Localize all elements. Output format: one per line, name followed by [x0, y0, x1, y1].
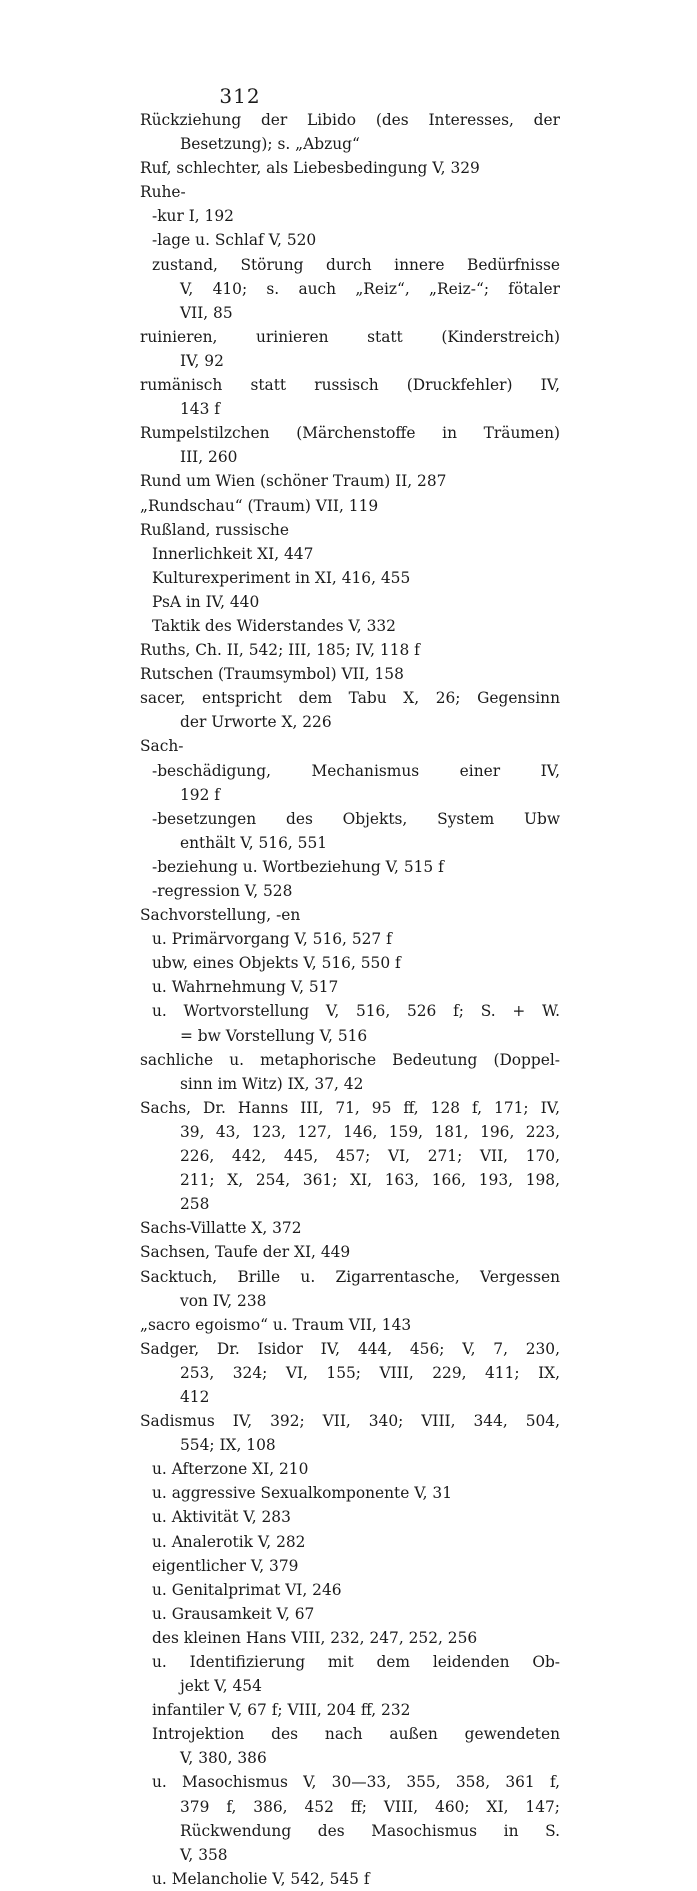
index-line: Sachs, Dr. Hanns III, 71, 95 ff, 128 f, 171; IV, — [140, 1098, 560, 1117]
index-line: „Rundschau“ (Traum) VII, 119 — [140, 496, 379, 515]
index-line: u. Aktivität V, 283 — [152, 1508, 291, 1527]
index-line: -kur I, 192 — [152, 207, 234, 226]
index-line: eigentlicher V, 379 — [152, 1556, 299, 1575]
index-line: u. Genitalprimat VI, 246 — [152, 1580, 342, 1599]
index-line: 554; IX, 108 — [180, 1436, 276, 1455]
index-line: u. Primärvorgang V, 516, 527 f — [152, 930, 392, 949]
index-line: 226, 442, 445, 457; VI, 271; VII, 170, — [180, 1147, 560, 1166]
index-line: 412 — [180, 1387, 210, 1406]
index-line: enthält V, 516, 551 — [180, 833, 328, 852]
page-number: 312 — [219, 84, 261, 108]
index-entries — [140, 108, 560, 1891]
index-line: der Urworte X, 226 — [180, 713, 332, 732]
index-line: = bw Vorstellung V, 516 — [180, 1026, 368, 1045]
index-line: Rückziehung der Libido (des Interesses, der — [140, 111, 560, 129]
index-line: u. Identifizierung mit dem leidenden Ob- — [152, 1653, 560, 1671]
index-line: ubw, eines Objekts V, 516, 550 f — [152, 954, 401, 973]
index-line: sachliche u. metaphorische Bedeutung (Doppel- — [140, 1050, 560, 1069]
index-line: Rutschen (Traumsymbol) VII, 158 — [140, 665, 404, 684]
index-line: u. Afterzone XI, 210 — [152, 1460, 309, 1479]
index-line: Introjektion des nach außen gewendeten — [152, 1725, 560, 1744]
index-line: u. Wahrnehmung V, 517 — [152, 978, 339, 997]
index-line: Sach- — [140, 737, 184, 756]
index-line: u. Melancholie V, 542, 545 f — [152, 1869, 370, 1888]
index-line: 379 f, 386, 452 ff; VIII, 460; XI, 147; — [180, 1797, 560, 1816]
index-line: Besetzung); s. „Abzug“ — [180, 135, 360, 154]
index-line: -beschädigung, Mechanismus einer IV, — [152, 761, 560, 780]
index-line: Sadger, Dr. Isidor IV, 444, 456; V, 7, 230, — [140, 1339, 560, 1358]
index-line: Sacktuch, Brille u. Zigarrentasche, Vergessen — [140, 1267, 560, 1286]
index-line: Rückwendung des Masochismus in S. — [180, 1821, 560, 1840]
index-line: IV, 92 — [180, 351, 224, 370]
index-line: Innerlichkeit XI, 447 — [152, 544, 314, 563]
index-line: „sacro egoismo“ u. Traum VII, 143 — [140, 1315, 412, 1334]
index-line: 211; X, 254, 361; XI, 163, 166, 193, 198, — [180, 1171, 560, 1190]
index-line: rumänisch statt russisch (Druckfehler) IV, — [140, 376, 560, 395]
index-line: 253, 324; VI, 155; VIII, 229, 411; IX, — [180, 1363, 560, 1382]
index-line: -lage u. Schlaf V, 520 — [152, 231, 317, 250]
index-line: sacer, entspricht dem Tabu X, 26; Gegensinn — [140, 689, 560, 708]
index-line: Sachs-Villatte X, 372 — [140, 1219, 302, 1238]
index-line: u. Wortvorstellung V, 516, 526 f; S. + W. — [152, 1002, 560, 1021]
index-line: Sachvorstellung, -en — [140, 906, 301, 925]
index-line: des kleinen Hans VIII, 232, 247, 252, 256 — [152, 1628, 478, 1647]
index-line: Rumpelstilzchen (Märchenstoffe in Träumen) — [140, 424, 560, 443]
index-line: infantiler V, 67 f; VIII, 204 ff, 232 — [152, 1701, 411, 1720]
index-line: -regression V, 528 — [152, 882, 293, 900]
index-line: VII, 85 — [180, 303, 233, 322]
index-line: von IV, 238 — [180, 1291, 267, 1310]
index-line: -besetzungen des Objekts, System Ubw — [152, 809, 560, 828]
index-line: 39, 43, 123, 127, 146, 159, 181, 196, 223, — [180, 1122, 560, 1141]
index-line: Rund um Wien (schöner Traum) II, 287 — [140, 472, 447, 491]
index-line: Kulturexperiment in XI, 416, 455 — [152, 568, 411, 587]
index-line: 192 f — [180, 785, 220, 804]
index-line: Taktik des Widerstandes V, 332 — [152, 616, 396, 635]
index-line: V, 380, 386 — [180, 1749, 267, 1768]
index-line: Ruths, Ch. II, 542; III, 185; IV, 118 f — [140, 641, 420, 660]
index-line: V, 410; s. auch „Reiz“, „Reiz-“; fötaler — [180, 279, 560, 298]
index-line: Ruf, schlechter, als Liebesbedingung V, 329 — [140, 159, 480, 178]
index-line: ruinieren, urinieren statt (Kinderstreich) — [140, 327, 560, 346]
index-line: V, 358 — [180, 1845, 228, 1864]
index-line: Sadismus IV, 392; VII, 340; VIII, 344, 504, — [140, 1412, 560, 1431]
index-line: Ruhe- — [140, 183, 186, 202]
index-line: Rußland, russische — [140, 520, 289, 539]
index-line: -beziehung u. Wortbeziehung V, 515 f — [152, 857, 444, 876]
index-line: III, 260 — [180, 448, 238, 467]
index-line: zustand, Störung durch innere Bedürfnisse — [152, 255, 560, 274]
index-line: Sachsen, Taufe der XI, 449 — [140, 1243, 351, 1262]
index-line: 143 f — [180, 400, 220, 419]
index-line: u. Masochismus V, 30—33, 355, 358, 361 f, — [152, 1773, 560, 1792]
index-line: sinn im Witz) IX, 37, 42 — [180, 1074, 364, 1093]
index-line: PsA in IV, 440 — [152, 592, 260, 611]
index-line: jekt V, 454 — [180, 1677, 262, 1696]
index-line: u. Grausamkeit V, 67 — [152, 1604, 315, 1623]
index-line: u. aggressive Sexualkomponente V, 31 — [152, 1484, 453, 1503]
index-line: 258 — [180, 1195, 210, 1214]
index-line: u. Analerotik V, 282 — [152, 1532, 306, 1551]
